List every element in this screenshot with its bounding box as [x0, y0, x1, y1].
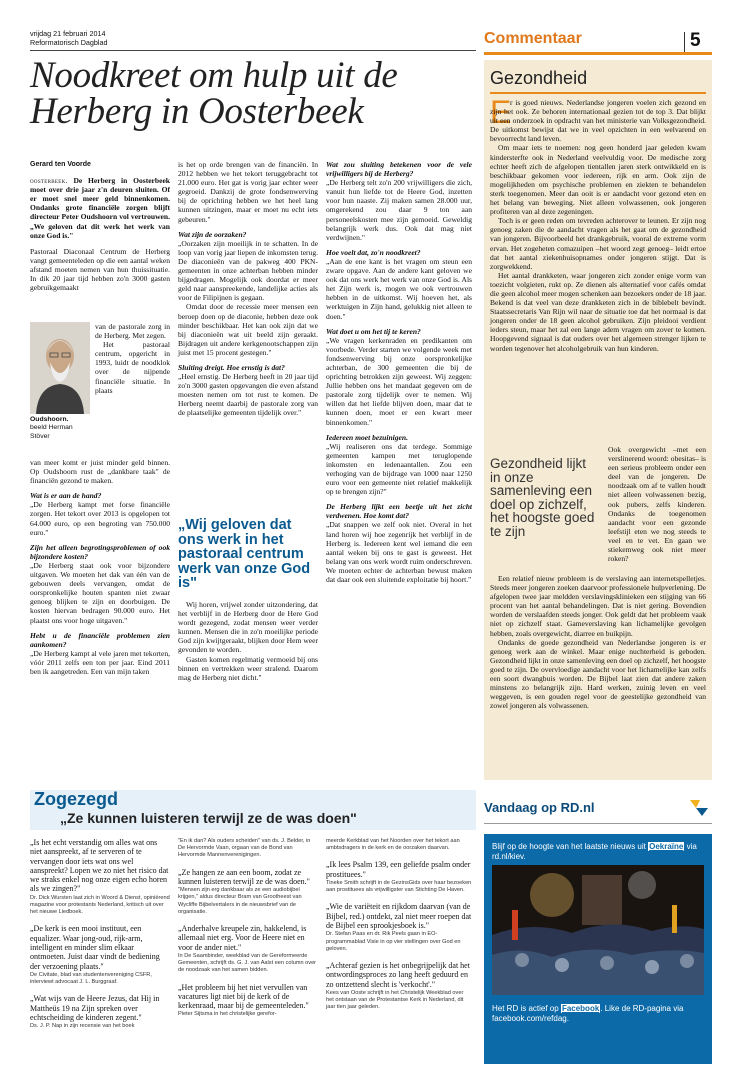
pull-quote: „Wij geloven dat ons werk in het pastoraal centrum werk van onze God is"	[178, 517, 311, 591]
interview-question: Wat zijn de oorzaken?	[178, 229, 247, 239]
caption-credit: beeld Herman Stöver	[30, 424, 73, 440]
section-rule	[484, 52, 712, 55]
interview-answer: „Wij realiseren ons dat terdege. Sommige gemeenten kampen met teruglopende inkomsten en ledenaantallen. Zou een verhoging van de bijdrage van 1000 naar 1250 euro voor een gemeente niet relatief makkelijk op te brengen zijn?"	[326, 441, 472, 497]
header-divider	[30, 50, 476, 51]
interview-answer: „We vragen kerkenraden en predikanten om voorbede. Verder starten we volgende week met fondsenwerving bij onze oorspronkelijke achterban, de 300 gemeenten die bij de oprichting betrokken zijn geweest. Wij zeggen: Jullie hebben ons het mandaat gegeven om de pastorale zorg tijdelijk over te nemen. Wij willen dat het liefde blijven doen, maar dat te kunnen doen, moet er een kwart meer binnenkomen."	[326, 335, 472, 427]
paper-name: Reformatorisch Dagblad	[30, 38, 108, 47]
interview-answer: „De Herberg kampt al vele jaren met tekorten, vóór 2011 zelfs een ton per jaar. Eind 2011 ben ik aangetreden. Een van mijn taken	[30, 648, 170, 676]
drop-cap: E	[490, 94, 512, 130]
page-number-divider	[684, 32, 685, 54]
interview-answer: „Heel ernstig. De Herberg heeft in 20 jaar tijd zo'n 3000 gasten opgevangen die even afstand moesten nemen om tot rust te komen. De Herberg neemt daarbij de pastorale zorg van de plaatselijke gemeenten tijdelijk over."	[178, 372, 318, 418]
rd-text-4: . Like de RD-pagina via facebook.com/refdag.	[492, 1004, 684, 1023]
editorial-rule	[490, 92, 706, 94]
quote-source: Kees van Ooste schrijft in het Christelijk Weekblad over het ontstaan van de Protestantse Kerk in Nederland, dit jaar tien jaar geleden.	[326, 989, 464, 1011]
editorial-body-wrap	[608, 445, 706, 563]
interview-answer: „Aan de ene kant is het vragen om steun een zware opgave. Aan de andere kant geloven we ook dat ons werk het werk van onze God is. Als het Zijn werk is, mogen we ook vertrouwen hebben in de uitkomst. Wij hoeven het, als werktuigen in Zijn hand, gelukkig niet alleen te doen."	[326, 256, 472, 321]
quote-source: In De Saambinder, weekblad van de Gereformeerde Gemeenten, schrijft ds. G. J. van Aalst een column over de noodzaak van het samen bidden.	[178, 952, 317, 974]
quote-text: „Het probleem bij het niet vervullen van vacatures ligt niet bij de kerk of de kerkenraad, maar bij de gemeenteleden."	[178, 982, 309, 1011]
issue-date	[30, 29, 108, 47]
page-number: 5	[690, 30, 701, 51]
paragraph: is het op orde brengen van de financiën. In 2012 hebben we het tekort teruggebracht tot 21.000 euro. Het gat is vorig jaar echter weer gegroeid. Dankzij de grote fondsenwerving bij de oprichting hebben we het heel lang kunnen uitzingen, maar er moet nu echt iets gebeuren."	[178, 160, 318, 224]
portrait-photo	[30, 322, 90, 414]
paragraph: Het aantal drankketen, waar jongeren zich zonder enige vorm van toezicht volgieten, rukt op. Ze dienen als alternatief voor cafés omdat die geen alcohol meer mogen schenken aan bezoekers onder de 18 jaar. Bekend is dat veel van deze drankketen zich in de biblebelt bevindt. Staatssecretaris Van Rijn wil naar de situatie toe dat het normaal is dat jongeren onder de 18 geen alcohol gebruiken. Zijn pleidooi verdient ieders steun, maar het zal een lange adem vragen om zover te komen. Hoopgevend signaal is dat ouders over het algemeen strenger lijken te worden tegenover het alcoholgebruik van hun kinderen.	[490, 270, 706, 353]
quote-text: „Is het echt verstandig om alles wat ons niet aanspreekt, af te serveren of te vervangen door iets wat ons wel aanspreekt? Lopen we zo niet het risico dat we straks enkel nog onze eigen echo horen als we zingen?"	[30, 838, 169, 894]
quote-source: De Civitate, blad van studentenvereniging CSFR, interviewt advocaat J. L. Burggraaf.	[30, 971, 152, 986]
protest-scene	[492, 865, 704, 995]
rd-divider	[484, 823, 712, 824]
interview-question: Zijn het alleen begrotingsproblemen of ook bijzondere kosten?	[30, 542, 170, 561]
editorial-title: Gezondheid	[490, 68, 588, 88]
quotes-column-2	[178, 838, 318, 1027]
kiev-protest-photo	[492, 865, 704, 995]
quote-text: „De kerk is een mooi instituut, een equalizer. Waar jong-oud, rijk-arm, intelligent en minder slim elkaar ontmoeten. Juist daar vindt de bediening der verzoening plaats."	[30, 924, 160, 971]
paragraph: Pastoraal Diaconaal Centrum de Herberg vangt gemeenteleden op die een aantal weken afstand moeten nemen van hun thuissituatie. In dik 20 jaar tijd hebben zo'n 3000 gasten gebruikgemaakt	[30, 246, 170, 293]
interview-answer: „De Herberg kampt met forse financiële zorgen. Het tekort over 2013 is opgelopen tot 64.000 euro, op een begroting van 750.000 euro."	[30, 500, 170, 537]
quote-text: „Achteraf gezien is het onbegrijpelijk dat het ontwordingsproces zo lang heeft geduurd en zo ontzettend slecht is 'verkocht'."	[326, 960, 470, 989]
editorial-body	[490, 94, 706, 353]
interview-question: Hoe voelt dat, zo'n noodkreet?	[326, 247, 421, 257]
interview-answer: „Oorzaken zijn moeilijk in te schatten. In de loop van vorig jaar liepen de inkomsten terug. De diaconieën van de pakweg 400 PKN-gemeenten in onze achterban hebben minder bijgedragen. Mogelijk ook doordat er meer geld naar aanspreekende, landelijke acties als voor de Filipijnen is gegaan.	[178, 238, 318, 303]
zogezegd-title: Zogezegd	[34, 789, 118, 809]
interview-answer: „De Herberg staat ook voor bijzondere uitgaven. We moeten het dak van één van de gebouwen deels vervangen, omdat de oorspronkelijke houten spanten niet zwaar genoeg blijken te zijn en doorbuigen. De kosten hiervan bedragen 90.000 euro. Het plaatst ons voor hoge uitgaven."	[30, 560, 170, 625]
paragraph: r is goed nieuws. Nederlandse jongeren voelen zich gezond en zijn het ook. Ze behoren internationaal gezien tot de top 3. Dat blijkt uit een onderzoek in opdracht van het ministerie van Volksgezondheid. De uitkomst bewijst dat we in veel opzichten in een welvarend en bevoorrecht land leven.	[490, 98, 706, 144]
article-column-3	[326, 160, 472, 584]
quote-source: Dr. Dick Wursten laat zich in Woord & Dienst, opiniërend magazine voor protestants Nederland, kritisch uit over het nieuwe Liedboek.	[30, 894, 170, 916]
paragraph: van de pastorale zorg in de Herberg. Met zegen.	[95, 322, 170, 341]
interview-question: Hebt u de financiële problemen zien aankomen?	[30, 630, 170, 649]
quote-text: „Anderhalve kreupele zin, hakkelend, is allemaal niet erg. Voor de Heere niet en voor de ander niet."	[178, 924, 307, 952]
rd-facebook-text	[492, 1004, 704, 1024]
paragraph: Wij horen, vrijwel zonder uitzondering, dat het verblijf in de Herberg door de Here God wordt gezegend, zodat mensen weer verder kunnen. Mensen die in zo'n moeilijke periode God zijn kwijtgeraakt, blijken door Hem weer gevonden te worden.	[178, 600, 318, 655]
column-1-wrap-top	[95, 322, 170, 395]
article-lead	[30, 176, 170, 240]
rd-text-1: Blijf op de hoogte van het laatste nieuws uit	[492, 842, 646, 851]
interview-question: Sluiting dreigt. Hoe ernstig is dat?	[178, 362, 285, 372]
editorial-pull-quote: Gezondheid lijkt in onze samenleving een doel op zichzelf, het hoogste goed te zijn	[490, 456, 595, 539]
section-title: Commentaar	[484, 30, 582, 47]
quote-source: meerde Kerkblad van het Noorden over het tekort aan ambtsdragers in de kerk en de oorzaken daarvan.	[326, 838, 460, 852]
article-column-2-cont	[178, 600, 318, 682]
interview-question: Wat is er aan de hand?	[30, 491, 102, 501]
oekraine-link[interactable]: Oekraïne	[649, 842, 684, 851]
rd-online-title: Vandaag op RD.nl	[484, 800, 595, 815]
photo-caption	[30, 416, 92, 441]
paragraph: Om maar iets te noemen: nog geen honderd jaar geleden kwam kindersterfte ook in Nederland veelvuldig voor. De medische zorg echter heeft zich de afgelopen tientallen jaren sterk ontwikkeld en is beschikbaar gekomen voor iedereen, rijk en arm. Ook zijn de mogelijkheden om psychische problemen en ziekten te behandelen sterk toegenomen. Meer dan ooit is er aandacht voor gezond eten en het belang van beweging. Niet alleen volwassenen, ook jongeren profiteren van al deze zegeningen.	[490, 143, 706, 217]
paragraph: van meer komt er juist minder geld binnen. Op Oudshoorn rust de „dankbare taak" de financiën gezond te maken.	[30, 458, 170, 486]
rd-text-2: via rd.nl/kiev.	[492, 842, 697, 861]
article-column-2	[178, 160, 318, 418]
dateline: oosterbeek.	[30, 176, 68, 186]
rd-logo-icon	[688, 796, 710, 818]
rd-promo-text	[492, 842, 704, 862]
byline: Gerard ten Voorde	[30, 161, 91, 168]
quotes-column-3	[326, 838, 472, 1019]
article-column-1-cont	[30, 458, 170, 676]
portrait-image	[30, 322, 90, 414]
date-text: vrijdag 21 februari 2014	[30, 29, 106, 38]
article-column-1	[30, 160, 170, 292]
quotes-column-1	[30, 838, 170, 1038]
caption-name: Oudshoorn.	[30, 416, 69, 423]
paragraph: Gasten komen regelmatig vermoeid bij ons binnen en vertrekken weer stralend. Daarom mag de Herberg niet dicht."	[178, 654, 318, 682]
editorial-body-cont	[490, 574, 706, 710]
interview-answer: „Dat snappen we zelf ook niet. Overal in het land horen wij hoe zegenrijk het verblijf in de Herberg is. Iedereen kent wel iemand die een aantal weken bij ons te gast is geweest. Het belang van ons werk wordt ruim onderschreven. We moeten echter de achterban bewust maken dat daar ook een sluitende exploitatie bij hoort."	[326, 520, 472, 585]
paragraph: Ook overgewicht –met een verslinerend woord: obesitas– is een serieus probleem onder een deel van de jongeren. De noodzaak om af te vallen houdt niet alleen volwassenen bezig, ook pubers, zelfs kinderen. Ondanks de toegenomen aandacht voor een gezonde leefstijl eten we nog steeds te veel en te vet. En gaan we stiekemweg ook niet meer roken?	[608, 445, 706, 564]
interview-question: Iedereen moet bezuinigen.	[326, 432, 408, 442]
quote-source: "En ik dan? Als ouders scheiden" van ds. J. Belder, in De Hervormde Vaan, orgaan van de Bond van Hervormde Mannenverenigingen.	[178, 838, 311, 859]
facebook-link[interactable]: Facebook	[561, 1004, 600, 1013]
quote-text: „Ze hangen ze aan een boom, zodat ze kunnen luisteren terwijl ze de was doen."	[178, 867, 310, 886]
paragraph: Ondanks de goede gezondheid van Nederlandse jongeren is er genoeg werk aan de winkel. Maar enige nuchterheid is geboden. Gezondheid lijkt in onze samenleving een doel op zichzelf, het hoogste goed te zijn. De overvloedige aandacht voor het lichamelijke kan zelfs een soort dwangbuis worden. De Bijbel laat zien dat andere zaken minstens zo belangrijk zijn. Hard werken, zuinig leven en veel weggeven, is een gouden regel voor de geestelijke gezondheid van zowel jongeren als volwassenen.	[490, 637, 706, 711]
quote-source: "Mensen zijn erg dankbaar als ze een audiobijbel krijgen," aldus directeur Bram van Grootheest van Wycliffe Bijbelvertalers in de nieuwsbrief van de organisatie.	[178, 887, 302, 915]
quote-source: Dr. Stefan Paas en dr. Rik Peels gaan in EO-programmablad Visie in op vier stellingen over God en geloven.	[326, 931, 461, 952]
paragraph: Een relatief nieuw probleem is de verslaving aan internetspelletjes. Steeds meer jongeren zoeken daarvoor professionele hulpverlening. De afgelopen twee jaar meldden verslavingsklinieken een stijging van 66 procent van het aantal behandelingen. Dat is niet gering. Bovendien worden de verslaafden steeds jonger. Ook geldt dat het probleem vaak niet op zichzelf staat. Gameverslaving kan lichamelijke gevolgen hebben, zoals overgewicht, diarree en buikpijn.	[490, 574, 706, 638]
zogezegd-subtitle: „Ze kunnen luisteren terwijl ze de was doen"	[60, 810, 357, 826]
lead-text: De Herberg in Oosterbeek moet over drie jaar z'n deuren sluiten. Of er moet snel meer geld binnenkomen. Ondanks grote financiële zorgen blijft directeur Peter Oudshoorn vol vertrouwen. „We geloven dat dit werk het werk van onze God is."	[30, 176, 170, 240]
quote-source: Ds. J. P. Nap in zijn recensie van het boek	[30, 1023, 135, 1030]
quote-text: „Ik lees Psalm 139, een geliefde psalm onder prostituees."	[326, 860, 471, 879]
quote-source: Pieter Sijtsma in het christelijke gerefor-	[178, 1011, 277, 1018]
interview-answer: „De Herberg telt zo'n 200 vrijwilligers die zich, vanuit hun liefde tot de Heere God, inzetten voor hun naaste. Zij maken samen 28.000 uur, omgerekend zou daar 9 ton aan personeelskosten mee zijn gemoeid. Geweldig belangrijk werk dus. Ook dat mag niet verdwijnen."	[326, 178, 472, 242]
article-headline: Noodkreet om hulp uit de Herberg in Oosterbeek	[30, 55, 398, 132]
interview-answer: Omdat door de recessie meer mensen een beroep doen op de diaconie, hebben deze ook minder beschikbaar. Het kan ook zijn dat we bij diaconieën wat uit beeld zijn geraakt. Bijdragen uit andere kerkgenootschappen zijn juist met 15 procent gestegen."	[178, 302, 318, 357]
interview-question: Wat zou sluiting betekenen voor de vele vrijwilligers bij de Herberg?	[326, 160, 472, 179]
quote-text: „Wie de variëteit en rijkdom daarvan (van de Bijbel, red.) ontdekt, zal niet meer roepen dat de Bijbel een sprookjesboek is."	[326, 902, 472, 930]
paragraph: Het pastoraal centrum, opgericht in 1993, luidt de noodklok over de nijpende financiële situatie. In plaats	[95, 340, 170, 395]
paragraph: Toch is er geen reden om tevreden achterover te leunen. Er zijn nog genoeg zaken die de aandacht vragen als het gaat om de gezondheid van jongeren. Bijvoorbeeld het drankgebruik, vooral de extreme vorm ervan. Het zogeheten comazuipen –het woord zegt genoeg– leidt ertoe dat het aantal ziekenhuisopnames onder jongeren stijgt. Dat is zorgwekkend.	[490, 216, 706, 271]
interview-question: Wat doet u om het tij te keren?	[326, 326, 421, 336]
rd-text-3: Het RD is actief op	[492, 1004, 559, 1013]
interview-question: De Herberg lijkt een beetje uit het zicht verdwenen. Hoe komt dat?	[326, 502, 472, 521]
quote-source: Tineke Smith schrijft in de GezinsGids over haar bezoeken aan prostituees als vrijwilligster van Stichting De Haven.	[326, 880, 472, 894]
quote-text: „Wat wijs van de Heere Jezus, dat Hij in Mattheüs 19 na Zijn spreken over echtscheiding de kinderen zegent."	[30, 994, 160, 1022]
